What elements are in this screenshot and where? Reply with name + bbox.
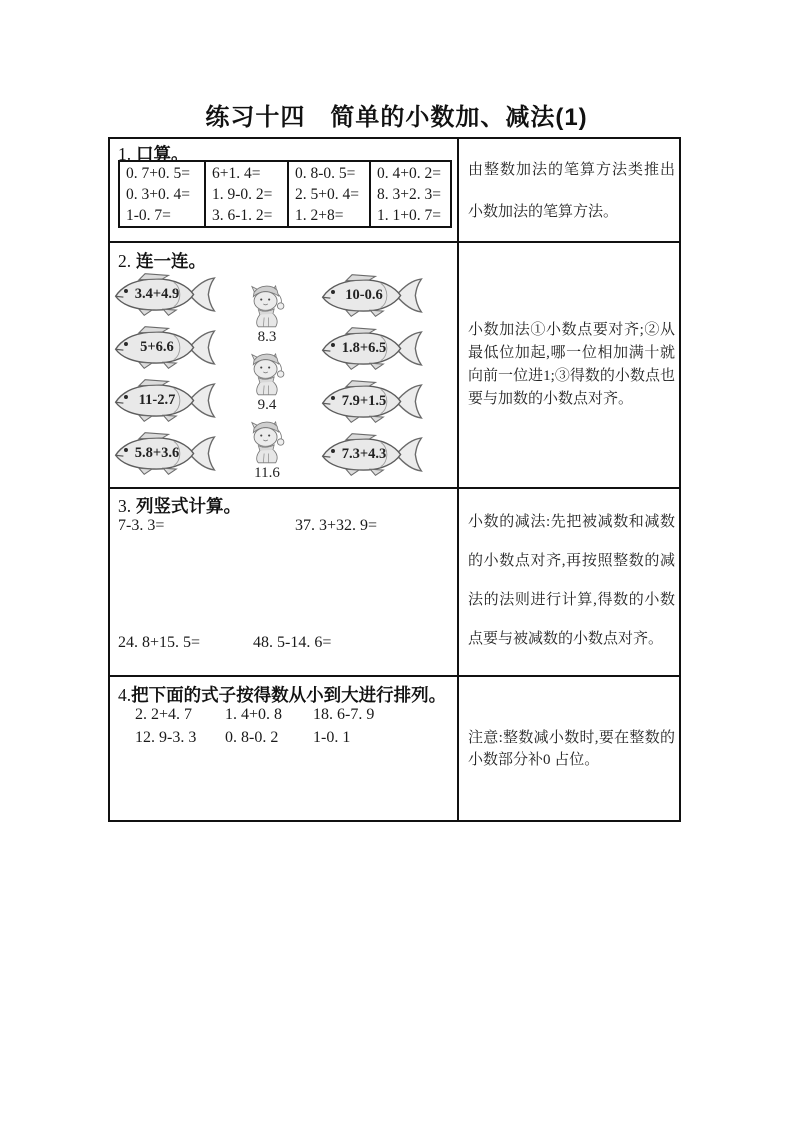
oral-grid-column-4 xyxy=(371,162,450,226)
note-1-cell xyxy=(459,139,679,243)
fish-expression: 10-0.6 xyxy=(345,286,383,303)
ordering-expression: 1-0. 1 xyxy=(313,729,351,746)
cat-icon xyxy=(242,283,292,329)
oral-problem: 1-0. 7= xyxy=(126,207,171,224)
section-1-cell xyxy=(110,139,459,243)
note-4-cell xyxy=(459,677,679,820)
note-text-3: 小数的减法:先把被减数和减数的小数点对齐,再按照整数的减法的法则进行计算,得数的小数点要与被减数的小数点对齐。 xyxy=(468,514,675,647)
fish-column-right xyxy=(320,273,424,477)
oral-problem: 2. 5+0. 4= xyxy=(295,186,359,203)
fish-item xyxy=(113,272,217,317)
section-3-number: 3. xyxy=(118,496,132,516)
section-1-number: 1. xyxy=(118,144,132,164)
oral-problem: 1. 2+8= xyxy=(295,207,344,224)
fish-column-left xyxy=(113,272,217,476)
cat-item xyxy=(242,419,292,481)
cat-item xyxy=(242,283,292,345)
section-2-title: 2. 连一连。 xyxy=(118,251,206,271)
oral-problem: 6+1. 4= xyxy=(212,165,261,182)
cat-icon xyxy=(242,419,292,465)
fish-item xyxy=(113,378,217,423)
cat-item xyxy=(242,351,292,413)
oral-grid-column-1 xyxy=(120,162,206,226)
oral-problem: 0. 7+0. 5= xyxy=(126,165,190,182)
ordering-expression: 12. 9-3. 3 xyxy=(135,729,197,746)
cat-number: 11.6 xyxy=(254,465,280,481)
fish-expression: 3.4+4.9 xyxy=(134,285,180,302)
note-2-cell xyxy=(459,243,679,489)
worksheet-table xyxy=(108,137,681,822)
section-4-number: 4. xyxy=(118,685,132,705)
cat-number: 8.3 xyxy=(257,329,277,345)
section-4-cell xyxy=(110,677,459,820)
section-2-number: 2. xyxy=(118,251,132,271)
cat-column xyxy=(236,283,298,481)
fish-expression: 5.8+3.6 xyxy=(134,444,180,461)
column-calc-problem: 7-3. 3= xyxy=(118,517,165,534)
fish-item xyxy=(320,432,424,477)
oral-problem: 1. 9-0. 2= xyxy=(212,186,273,203)
section-3-title: 3. 列竖式计算。 xyxy=(118,496,241,516)
fish-expression: 7.3+4.3 xyxy=(341,445,387,462)
fish-item xyxy=(320,273,424,318)
oral-problem: 1. 1+0. 7= xyxy=(377,207,441,224)
fish-item xyxy=(113,325,217,370)
oral-problem: 0. 8-0. 5= xyxy=(295,165,356,182)
cat-icon xyxy=(242,351,292,397)
fish-expression: 7.9+1.5 xyxy=(341,392,387,409)
oral-problem: 0. 3+0. 4= xyxy=(126,186,190,203)
fish-expression: 1.8+6.5 xyxy=(341,339,387,356)
oral-arithmetic-grid xyxy=(118,160,452,228)
oral-problem: 3. 6-1. 2= xyxy=(212,207,273,224)
oral-grid-column-2 xyxy=(206,162,289,226)
section-2-cell xyxy=(110,243,459,489)
column-calc-problem: 48. 5-14. 6= xyxy=(253,634,332,651)
fish-item xyxy=(113,431,217,476)
note-text-2: 小数加法①小数点要对齐;②从最低位加起,哪一位相加满十就向前一位进1;③得数的小数点也要与加数的小数点对齐。 xyxy=(468,322,675,407)
column-calc-problem: 24. 8+15. 5= xyxy=(118,634,201,651)
ordering-expression: 0. 8-0. 2 xyxy=(225,729,279,746)
section-3-cell xyxy=(110,489,459,677)
fish-expression: 5+6.6 xyxy=(140,338,174,355)
ordering-expression: 1. 4+0. 8 xyxy=(225,706,283,723)
oral-problem: 8. 3+2. 3= xyxy=(377,186,441,203)
note-text-1: 由整数加法的笔算方法类推出小数加法的笔算方法。 xyxy=(468,162,675,220)
section-4-title: 4.把下面的式子按得数从小到大进行排列。 xyxy=(118,685,447,705)
oral-problem: 0. 4+0. 2= xyxy=(377,165,441,182)
cat-number: 9.4 xyxy=(257,397,277,413)
fish-item xyxy=(320,379,424,424)
oral-grid-column-3 xyxy=(289,162,371,226)
page-title: 练习十四 简单的小数加、减法(1) xyxy=(205,104,588,131)
ordering-expression: 2. 2+4. 7 xyxy=(135,706,193,723)
ordering-expression: 18. 6-7. 9 xyxy=(313,706,375,723)
section-1-title: 1. 口算。 xyxy=(118,144,189,164)
note-text-4: 注意:整数减小数时,要在整数的小数部分补0 占位。 xyxy=(468,730,675,768)
column-calc-problem: 37. 3+32. 9= xyxy=(295,517,378,534)
fish-expression: 11-2.7 xyxy=(138,391,176,408)
fish-item xyxy=(320,326,424,371)
note-3-cell xyxy=(459,489,679,677)
